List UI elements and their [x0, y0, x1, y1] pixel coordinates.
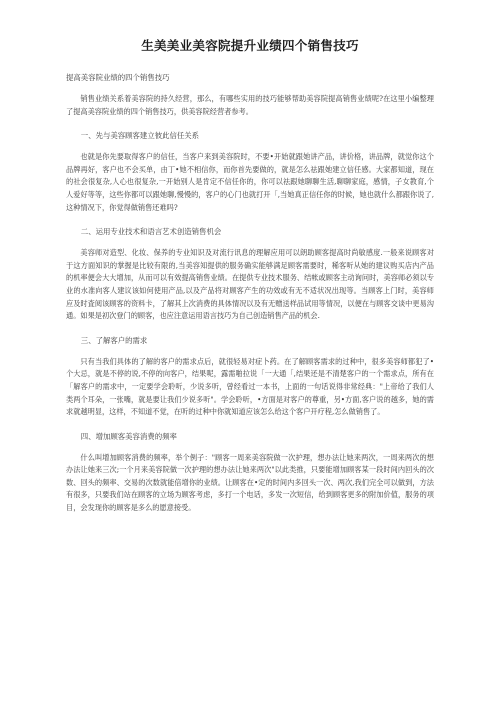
section-2-heading: 二、运用专业技术和语言艺术创造销售机会	[80, 227, 222, 237]
document-title: 生美美业美容院提升业绩四个销售技巧	[141, 38, 359, 53]
section-1-heading: 一、先与美容顾客建立彼此信任关系	[80, 131, 200, 141]
section-3-heading: 三、了解客户的需求	[80, 335, 148, 345]
section-1-body: 也就是你先要取得客户的信任，当客户来到美容院时，不要•开始就跟她讲产品，讲价格，讲品牌，就觉你这个品牌再好，客户也不会买单，由丁•她不相信你，而你首先要做的，就是怎么祛跟她建立信任感。大家都知道，现在的社会很复杂,人心也很复杂,一开始别人是肯定不信任你的，你可以祛跟她聊聊生活,聊聊家庭，感情，子女教育,个人爱好等等，这些你都可以跟她聊,慢慢的，客户的心门也就打开「,当她真正信任你的时候，她也就什么都跟你说了,这种情况下，你觉得做销售还难吗?	[66, 152, 434, 212]
document-subtitle: 提高美容院业绩的四个销售技巧	[66, 73, 170, 82]
section-2-body: 美容师对造型、化妆、保养的专业知识及对流行讯息的理解应用可以朗助顾客提高时尚敏感度.一般来说顾客对于这方面知识的掌握是比较有限的,当美容知提供的服务确实能够满足顾客需要时，稀客听从她的建议购买店内产品的机率便会大大增加，从而可以有效提高销售业绩。在提供专业技术服务、结帐或顾客主动询问时，美容师必须以专业的水准向客人建议该如何使用产品,以及产品将对顾客产生的功效或有无不适状况出现等。当顾客上门时，美容师应及时査阅该顾客的资料卡，了解其上次消费的具体情况以及有无赠送样品试用等情况，以便在与顾客交谈中更易沟通。如果是初次登门的顾客，也应注意运用语言技巧为自己创造销售产品的机会.	[66, 248, 434, 321]
section-4-body: 什么叫增加顾客消费的频率，举个例子："顾客一周来美容院做一次护理，想办法让她来两次，一周来两次的想办法让她来三次;一个月来美容院做一次护理的想办法让她来两次"以此类推，只要能增加顾客某一段时间内回头的次数、回头的频率、交易的次数就能倍增你的业绩。让顾客在•定的时间内多回头一次、两次,我们完全可以做到，方法有很多，只要我们站在顾客的立场为顾客考虑，多打一个电话，多发一次短信，给到顾客更多的附加价值，服务的项目，会发现你的顾客是多么的愿意接受。	[66, 452, 434, 513]
intro-paragraph: 销售业绩关系着美容院的持久经营，那么，有哪些实用的技巧能够帮助美容院提高销售业绩呢?在这里小编整理了提高美容院业绩的四个销售技巧，供美容院经营者参考。	[66, 94, 434, 116]
section-3-body: 只有当我们具体的了解的客户的需求点后，就很轻易对症卜药。在了解顾客需求的过种中，很多美容师都犯了•个大忌，就是不停的说,不停的向客户，结果呢，露需啪拉说「一大通「,结果还是不清楚客户的一个需求点，所有在「解客户的需求中，一定要学会聆听，少说多听，曾经看过一本书，上面的一句话说得非常经典："上帝给了我们人类两个耳朵，一张嘴，就是要让我们少说多听"。学会聆听，•方面是对客户的尊重，另•方面,客户说的越多，她的需求就越明显，这样，不知道不觉，在听的过种中你就知道应该怎么给这个客户开疗程,怎么做销售了。	[66, 356, 434, 417]
section-4-heading: 四、增加顾客美容消费的频率	[80, 431, 177, 441]
